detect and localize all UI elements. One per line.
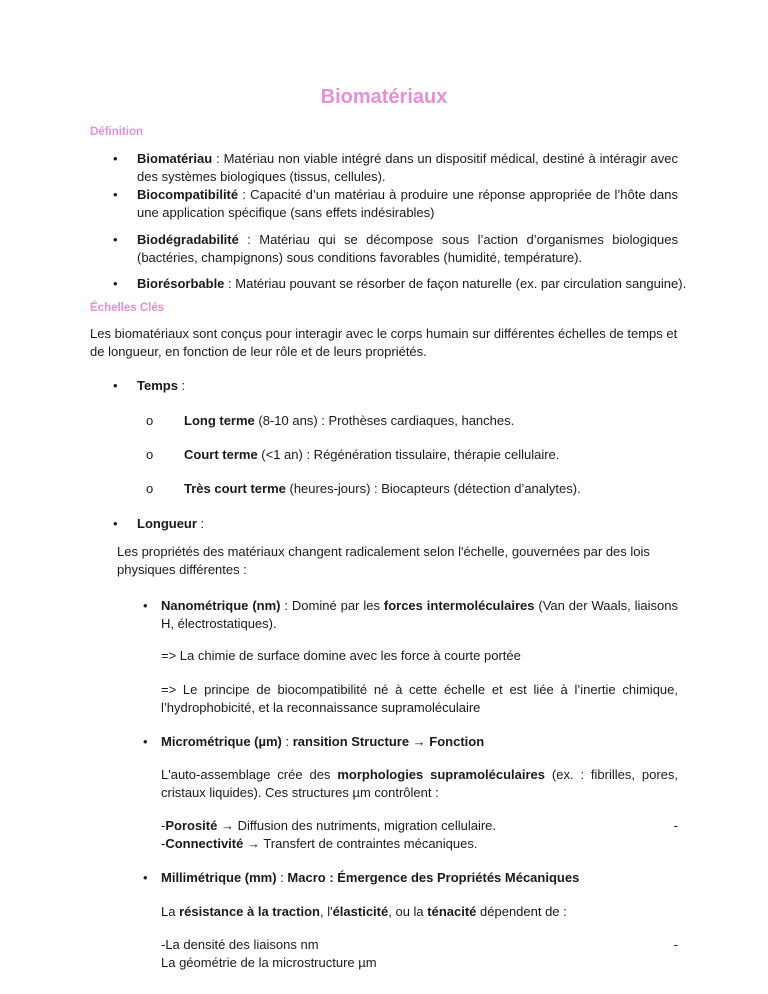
scales-intro: Les biomatériaux sont conçus pour interagir avec le corps humain sur différentes échelles de temps et de longueur, en fonction de leur rôle et de leurs propriétés. — [90, 326, 678, 359]
dash-marker: - — [673, 937, 678, 952]
bullet: • — [143, 598, 148, 613]
milli-list: -La densité des liaisons nm La géométrie de la microstructure µm — [161, 937, 377, 970]
nano-item: Nanométrique (nm) : Dominé par les forces intermoléculaires (Van der Waals, liaisons H, électrostatiques). — [161, 598, 679, 631]
length-label: Longueur : — [137, 516, 205, 531]
time-item: Très court terme (heures-jours) : Biocapteurs (détection d’analytes). — [184, 481, 581, 496]
bullet: • — [143, 734, 148, 749]
definition-item: Biocompatibilité : Capacité d’un matériau à produire une réponse appropriée de l’hôte dans une application spécifique (sans effets indésirables) — [137, 187, 678, 220]
time-item: Long terme (8-10 ans) : Prothèses cardiaques, hanches. — [184, 413, 515, 428]
bullet: • — [113, 187, 118, 202]
bullet: • — [113, 151, 118, 166]
bullet: • — [113, 516, 118, 531]
bullet: • — [143, 870, 148, 885]
bullet: • — [113, 232, 118, 247]
time-item: Court terme (<1 an) : Régénération tissulaire, thérapie cellulaire. — [184, 447, 560, 462]
page-title: Biomatériaux — [320, 86, 448, 108]
milli-item: Millimétrique (mm) : Macro : Émergence des Propriétés Mécaniques — [161, 870, 580, 885]
sub-bullet: o — [146, 447, 154, 462]
length-intro: Les propriétés des matériaux changent radicalement selon l'échelle, gouvernées par des lois physiques différentes : — [117, 544, 650, 577]
nano-note: => La chimie de surface domine avec les force à courte portée — [161, 648, 521, 663]
bullet: • — [113, 378, 118, 393]
time-label: Temps : — [137, 378, 186, 393]
definition-item: Biomatériau : Matériau non viable intégré dans un dispositif médical, destiné à intéragir avec des systèmes biologiques (tissus, cellules). — [137, 151, 678, 184]
sub-bullet: o — [146, 413, 154, 428]
definition-item: Biorésorbable : Matériau pouvant se résorber de façon naturelle (ex. par circulation sanguine). — [137, 276, 687, 291]
micro-item: Micrométrique (µm) : ransition Structure → Fonction — [161, 734, 485, 749]
section-heading-definition: Définition — [90, 126, 144, 138]
dash-marker: - — [673, 818, 678, 833]
micro-list: -Porosité → Diffusion des nutriments, migration cellulaire. -Connectivité → Transfert de contraintes mécaniques. — [161, 818, 497, 851]
section-heading-scales: Échelles Clés — [90, 302, 165, 314]
micro-paragraph: L'auto-assemblage crée des morphologies supramoléculaires (ex. : fibrilles, pores, cristaux liquides). Ces structures µm contrôlent : — [161, 767, 678, 800]
nano-note: => Le principe de biocompatibilité né à cette échelle et est liée à l’inertie chimique, l’hydrophobicité, et la reconnaissance supramoléculaire — [161, 682, 678, 715]
bullet: • — [113, 276, 118, 291]
sub-bullet: o — [146, 481, 154, 496]
definition-item: Biodégradabilité : Matériau qui se décompose sous l’action d’organismes biologiques (bactéries, champignons) sous conditions favorables (humidité, température). — [137, 232, 678, 265]
milli-paragraph: La résistance à la traction, l'élasticité, ou la ténacité dépendent de : — [161, 904, 567, 919]
